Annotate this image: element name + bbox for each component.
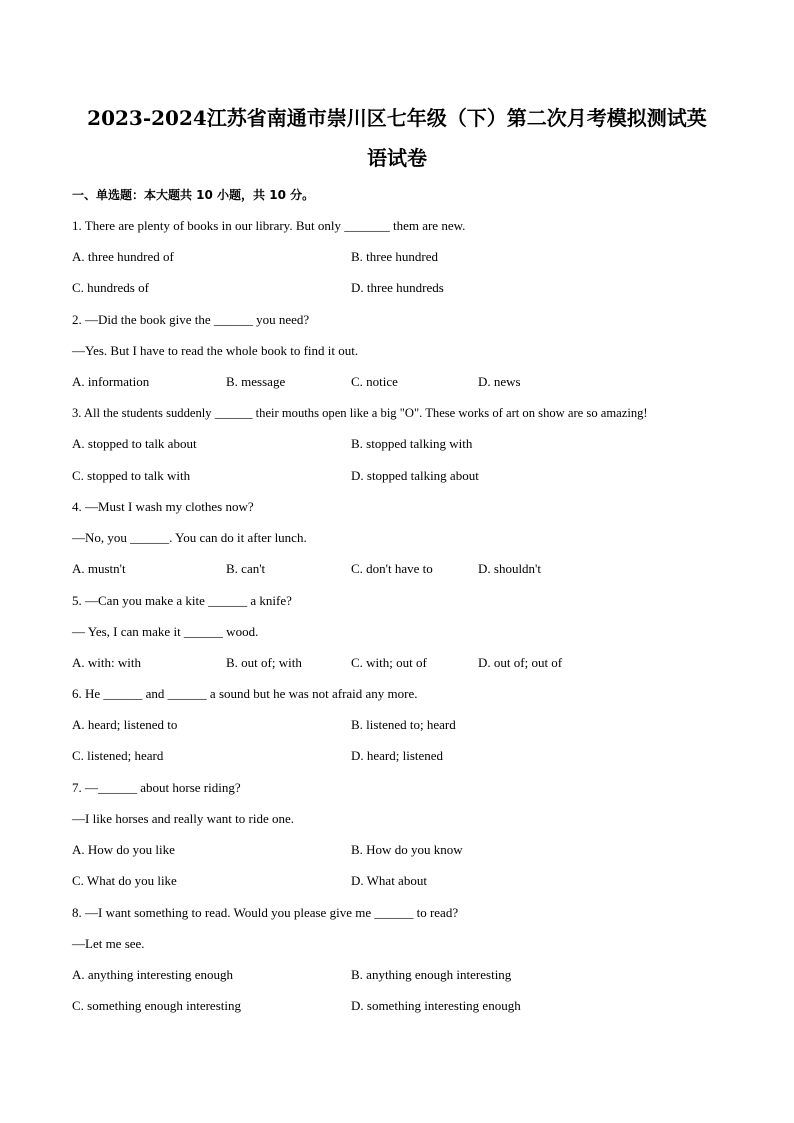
question-8-stem-line-2: —Let me see. [72, 936, 145, 951]
question-2-stem: 2. —Did the book give the ______ you need? [72, 312, 310, 327]
question-6-option-b: B. listened to; heard [351, 717, 456, 732]
question-4-option-d: D. shouldn't [478, 561, 542, 576]
question-1-option-b: B. three hundred [351, 249, 439, 264]
question-3-option-b: B. stopped talking with [351, 436, 473, 451]
question-7-stem-line-2: —I like horses and really want to ride one. [72, 811, 295, 826]
question-5-option-b: B. out of; with [226, 655, 302, 670]
question-1-option-c: C. hundreds of [72, 280, 149, 295]
question-4-stem: 4. —Must I wash my clothes now? [72, 499, 254, 514]
question-8-option-a: A. anything interesting enough [72, 967, 234, 982]
question-4-stem-line-2: —No, you ______. You can do it after lunch. [72, 530, 307, 545]
question-2-option-c: C. notice [351, 374, 398, 389]
question-5-option-d: D. out of; out of [478, 655, 563, 670]
question-8-stem: 8. —I want something to read. Would you please give me ______ to read? [72, 905, 459, 920]
exam-title-line-2: 语试卷 [367, 146, 427, 170]
question-1-stem: 1. There are plenty of books in our library. But only _______ them are new. [72, 218, 466, 233]
question-1-option-a: A. three hundred of [72, 249, 174, 264]
question-4-option-a: A. mustn't [72, 561, 126, 576]
question-5-option-a: A. with: with [72, 655, 141, 670]
question-4-option-b: B. can't [226, 561, 266, 576]
question-6-option-d: D. heard; listened [351, 748, 444, 763]
question-4-option-c: C. don't have to [351, 561, 433, 576]
question-1-option-d: D. three hundreds [351, 280, 444, 295]
question-2-option-d: D. news [478, 374, 521, 389]
question-5-stem: 5. —Can you make a kite ______ a knife? [72, 593, 292, 608]
question-6-option-c: C. listened; heard [72, 748, 164, 763]
exam-title-line-1: 2023-2024江苏省南通市崇川区七年级（下）第二次月考模拟测试英 [87, 106, 707, 130]
question-7-option-c: C. What do you like [72, 873, 177, 888]
question-7-stem: 7. —______ about horse riding? [72, 780, 241, 795]
question-8-option-b: B. anything enough interesting [351, 967, 512, 982]
question-3-option-a: A. stopped to talk about [72, 436, 197, 451]
question-7-option-a: A. How do you like [72, 842, 175, 857]
question-7-option-d: D. What about [351, 873, 427, 888]
question-7-option-b: B. How do you know [351, 842, 463, 857]
question-3-option-c: C. stopped to talk with [72, 468, 191, 483]
question-5-stem-line-2: — Yes, I can make it ______ wood. [72, 624, 259, 639]
question-3-option-d: D. stopped talking about [351, 468, 479, 483]
question-5-option-c: C. with; out of [351, 655, 427, 670]
question-3-stem: 3. All the students suddenly ______ their mouths open like a big "O". These works of art on show are so amazing! [72, 406, 648, 420]
question-6-stem: 6. He ______ and ______ a sound but he was not afraid any more. [72, 686, 418, 701]
question-6-option-a: A. heard; listened to [72, 717, 178, 732]
question-2-option-a: A. information [72, 374, 150, 389]
question-2-option-b: B. message [226, 374, 286, 389]
question-8-option-c: C. something enough interesting [72, 998, 241, 1013]
question-8-option-d: D. something interesting enough [351, 998, 521, 1013]
question-2-stem-line-2: —Yes. But I have to read the whole book to find it out. [72, 343, 359, 358]
section-heading: 一、单选题：本大题共 10 小题，共 10 分。 [72, 188, 315, 202]
